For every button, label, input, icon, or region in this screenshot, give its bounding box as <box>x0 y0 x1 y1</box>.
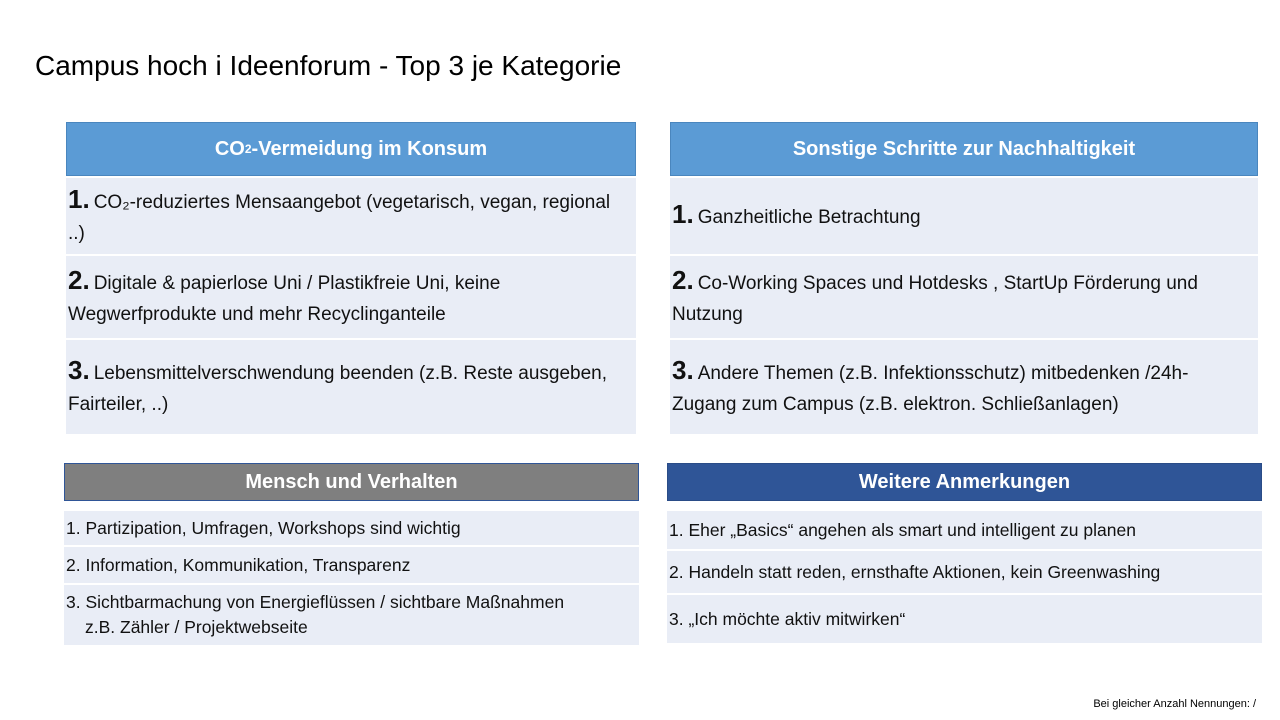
item-number: 1. <box>672 199 694 229</box>
item-number: 3. <box>68 354 90 385</box>
list-item <box>667 549 1262 593</box>
item-text-continued: z.B. Zähler / Projektwebseite <box>85 617 308 637</box>
list-item <box>66 254 636 338</box>
list-item <box>670 176 1258 254</box>
item-number: 2. <box>68 264 90 295</box>
item-text: 3. Sichtbarmachung von Energieflüssen / sichtbare Maßnahmen <box>66 592 565 612</box>
list-item <box>64 583 639 645</box>
item-text: Digitale & papierlose Uni / Plastikfreie Uni, keine Wegwerfprodukte und mehr Recyclinganteile <box>68 272 501 325</box>
list-item <box>670 254 1258 338</box>
panel-co2-vermeidung <box>66 122 636 434</box>
list-item <box>64 511 639 545</box>
page-title: Campus hoch i Ideenforum - Top 3 je Kategorie <box>35 50 622 81</box>
item-number: 1. <box>68 183 90 214</box>
item-text: Ganzheitliche Betrachtung <box>697 207 921 228</box>
panel-header-weitere: Weitere Anmerkungen <box>667 463 1262 501</box>
header-co2-pre: CO <box>214 137 245 160</box>
item-text: 2. Information, Kommunikation, Transparenz <box>66 554 411 575</box>
panel-weitere-anmerkungen <box>667 463 1262 643</box>
header-co2-post: -Vermeidung im Konsum <box>251 137 488 160</box>
panel-header-sonstige: Sonstige Schritte zur Nachhaltigkeit <box>670 122 1258 176</box>
item-text: Lebensmittelverschwendung beenden (z.B. Reste ausgeben, Fairteiler, ..) <box>68 362 608 415</box>
item-text: Co-Working Spaces und Hotdesks , StartUp Förderung und Nutzung <box>672 272 1198 325</box>
footnote: Bei gleicher Anzahl Nennungen: / <box>1093 698 1256 710</box>
list-item <box>66 338 636 434</box>
panel-header-co2 <box>66 122 636 176</box>
list-item <box>66 176 636 254</box>
item-text: 1. Eher „Basics“ angehen als smart und intelligent zu planen <box>669 519 1136 540</box>
list-item <box>667 593 1262 643</box>
item-number: 2. <box>672 264 694 295</box>
list-item <box>64 545 639 583</box>
item-number: 3. <box>672 354 694 385</box>
header-co2-sub: 2 <box>244 142 252 156</box>
panel-mensch-verhalten <box>64 463 639 645</box>
item-text: Andere Themen (z.B. Infektionsschutz) mitbedenken /24h-Zugang zum Campus (z.B. elektron. Schließanlagen) <box>672 362 1189 415</box>
panel-sonstige-schritte <box>670 122 1258 434</box>
panel-header-mensch: Mensch und Verhalten <box>64 463 639 501</box>
item-text: CO₂-reduziertes Mensaangebot (vegetarisch, vegan, regional ..) <box>68 191 611 244</box>
item-text: 2. Handeln statt reden, ernsthafte Aktionen, kein Greenwashing <box>669 561 1161 582</box>
list-item <box>670 338 1258 434</box>
item-text: 3. „Ich möchte aktiv mitwirken“ <box>669 608 906 629</box>
list-item <box>667 511 1262 549</box>
item-text: 1. Partizipation, Umfragen, Workshops sind wichtig <box>66 517 461 538</box>
